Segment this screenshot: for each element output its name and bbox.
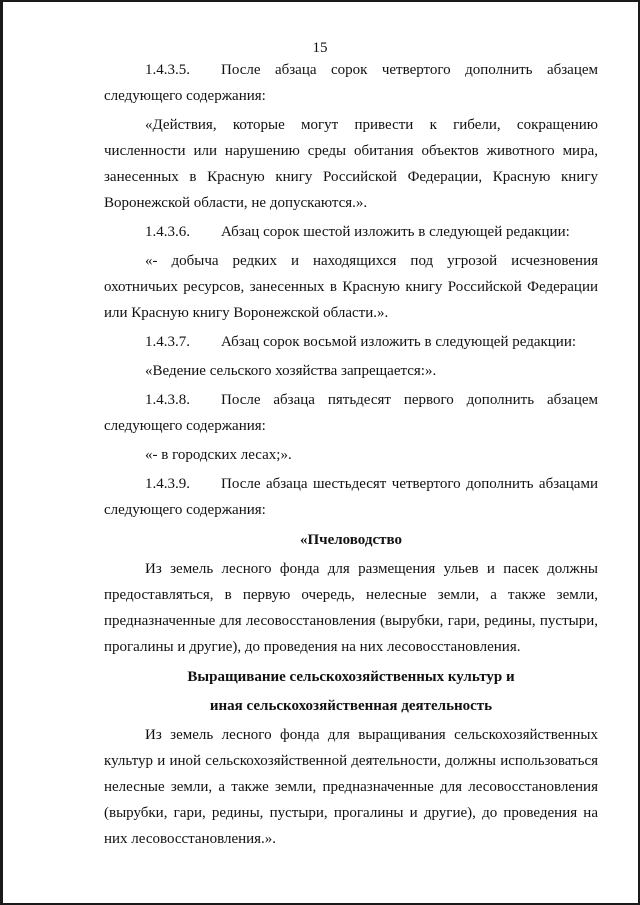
scan-edge-top — [0, 0, 640, 2]
clause-number: 1.4.3.9. — [145, 476, 190, 492]
document-body — [104, 57, 598, 852]
clause-1-4-3-8 — [104, 387, 598, 439]
beekeeping-paragraph: Из земель лесного фонда для размещения ульев и пасек должны предоставляться, в первую очередь, нелесные земли, а также земли, предназначенные для лесовосстановления (вырубки, гари, редины, пустыри, прогалины и другие), до проведения на них лесовосстановления. — [104, 561, 598, 655]
section-heading-agriculture-line1: Выращивание сельскохозяйственных культур и — [187, 669, 515, 685]
scan-edge-left — [0, 0, 3, 905]
clause-text: После абзаца шестьдесят четвертого дополнить абзацами следующего содержания: — [104, 476, 598, 518]
clause-text: После абзаца сорок четвертого дополнить абзацем следующего содержания: — [104, 62, 598, 104]
clause-number: 1.4.3.8. — [145, 392, 190, 408]
quoted-paragraph: «Ведение сельского хозяйства запрещается:». — [145, 363, 437, 379]
clause-1-4-3-6 — [104, 219, 598, 245]
clause-1-4-3-7 — [104, 329, 598, 355]
quoted-paragraph: «- добыча редких и находящихся под угрозой исчезновения охотничьих ресурсов, занесенных в Красную книгу Российской Федерации или Красную книгу Воронежской области.». — [104, 253, 598, 321]
page-number: 15 — [312, 40, 328, 56]
clause-number: 1.4.3.5. — [145, 62, 190, 78]
clause-text: Абзац сорок шестой изложить в следующей редакции: — [221, 224, 570, 240]
section-heading-beekeeping: «Пчеловодство — [299, 532, 402, 548]
clause-1-4-3-9 — [104, 471, 598, 523]
clause-1-4-3-5 — [104, 57, 598, 109]
clause-text: После абзаца пятьдесят первого дополнить абзацем следующего содержания: — [104, 392, 598, 434]
section-heading-agriculture-line2: иная сельскохозяйственная деятельность — [209, 698, 493, 714]
agriculture-paragraph: Из земель лесного фонда для выращивания сельскохозяйственных культур и иной сельскохозяйственной деятельности, должны использоваться нелесные земли, а также земли, предназначенные для лесовосстановления (вырубки, гари, редины, пустыри, прогалины и другие), до проведения на них лесовосстановления.». — [104, 727, 598, 847]
clause-number: 1.4.3.7. — [145, 334, 190, 350]
clause-text: Абзац сорок восьмой изложить в следующей редакции: — [221, 334, 577, 350]
clause-number: 1.4.3.6. — [145, 224, 190, 240]
quoted-paragraph: «Действия, которые могут привести к гибели, сокращению численности или нарушению среды обитания объектов животного мира, занесенных в Красную книгу Российской Федерации, Красную книгу Воронежской области, не допускаются.». — [104, 117, 598, 211]
quoted-paragraph: «- в городских лесах;». — [145, 447, 292, 463]
